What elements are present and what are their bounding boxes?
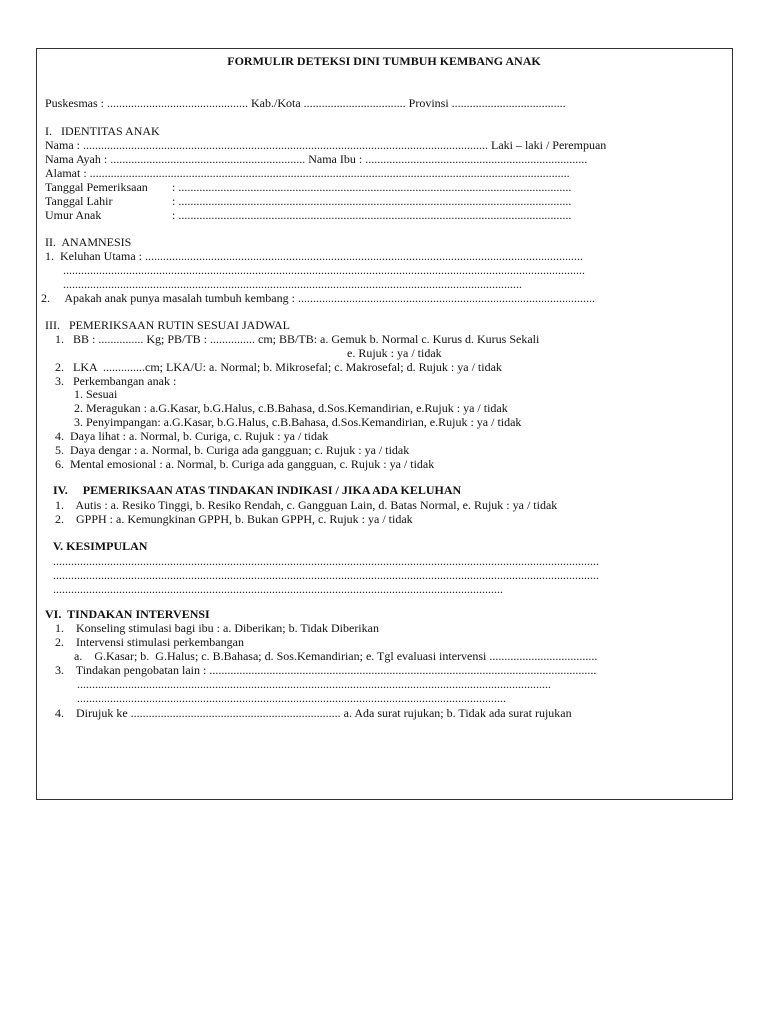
item-dirujuk: 4. Dirujuk ke ...................................................................... a. Ada surat rujukan; b. Tidak ada surat rujukan [55,706,572,720]
item-meragukan: 2. Meragukan : a.G.Kasar, b.G.Halus, c.B.Bahasa, d.Sos.Kemandirian, e.Rujuk : ya / tidak [74,401,508,415]
pengobatan-continuation-2: ............................................................................................................................................... [77,691,506,705]
item-sesuai: 1. Sesuai [74,387,118,401]
section-anamnesis-heading: II. ANAMNESIS [45,235,132,249]
item-lka: 2. LKA ..............cm; LKA/U: a. Normal; b. Mikrosefal; c. Makrosefal; d. Rujuk : ya / tidak [55,360,502,374]
field-alamat: Alamat : ................................................................................................................................................................ [45,166,570,180]
item-daya-dengar: 5. Daya dengar : a. Normal, b. Curiga ada gangguan; c. Rujuk : ya / tidak [55,443,410,457]
item-pengobatan-lain: 3. Tindakan pengobatan lain : ................................................................................................................................. [55,663,597,677]
header-line: Puskesmas : ............................................... Kab./Kota .................................. Provinsi ...................................... [45,96,566,110]
form-title: FORMULIR DETEKSI DINI TUMBUH KEMBANG ANAK [227,54,541,68]
dots-tanggal-lahir: : ................................................................................................................................... [172,194,572,208]
field-nama-ayah-ibu: Nama Ayah : ................................................................. Nama Ibu : .......................................................................... [45,152,588,166]
dots-tanggal-pemeriksaan: : ................................................................................................................................... [172,180,572,194]
section-indikasi-heading: IV. PEMERIKSAAN ATAS TINDAKAN INDIKASI / JIKA ADA KELUHAN [53,483,462,497]
item-autis: 1. Autis : a. Resiko Tinggi, b. Resiko Rendah, c. Gangguan Lain, d. Batas Normal, e. Rujuk : ya / tidak [55,498,558,512]
item-intervensi-stimulasi: 2. Intervensi stimulasi perkembangan [55,635,244,649]
item-mental-emosional: 6. Mental emosional : a. Normal, b. Curiga ada gangguan, c. Rujuk : ya / tidak [55,457,435,471]
label-umur-anak: Umur Anak [45,208,102,222]
section-identitas-heading: I. IDENTITAS ANAK [45,124,160,138]
keluhan-continuation-2: ......................................................................................................................................................... [63,277,522,291]
label-tanggal-pemeriksaan: Tanggal Pemeriksaan [45,180,148,194]
field-masalah-tumbuh-kembang: 2. Apakah anak punya masalah tumbuh kembang : ................................................................................................... [41,291,595,305]
item-intervensi-stimulasi-a: a. G.Kasar; b. G.Halus; c. B.Bahasa; d. Sos.Kemandirian; e. Tgl evaluasi intervensi .................................... [74,649,598,663]
dots-umur-anak: : ................................................................................................................................... [172,208,572,222]
keluhan-continuation: .............................................................................................................................................................................. [63,263,585,277]
kesimpulan-line-3: ...................................................................................................................................................... [53,582,503,596]
item-konseling: 1. Konseling stimulasi bagi ibu : a. Diberikan; b. Tidak Diberikan [55,621,379,635]
section-pemeriksaan-rutin-heading: III. PEMERIKSAAN RUTIN SESUAI JADWAL [45,318,290,332]
item-bb: 1. BB : ............... Kg; PB/TB : ............... cm; BB/TB: a. Gemuk b. Normal c. Kurus d. Kurus Sekali [55,332,540,346]
item-perkembangan: 3. Perkembangan anak : [55,374,177,388]
item-gpph: 2. GPPH : a. Kemungkinan GPPH, b. Bukan GPPH, c. Rujuk : ya / tidak [55,512,413,526]
item-bb-rujuk: e. Rujuk : ya / tidak [347,346,442,360]
kesimpulan-line-1: ...................................................................................................................................................................................... [53,554,599,568]
kesimpulan-line-2: ...................................................................................................................................................................................... [53,568,599,582]
label-tanggal-lahir: Tanggal Lahir [45,194,113,208]
item-daya-lihat: 4. Daya lihat : a. Normal, b. Curiga, c. Rujuk : ya / tidak [55,429,329,443]
pengobatan-continuation: .............................................................................................................................................................. [77,677,551,691]
item-penyimpangan: 3. Penyimpangan: a.G.Kasar, b.G.Halus, c.B.Bahasa, d.Sos.Kemandirian, e.Rujuk : ya / tidak [74,415,522,429]
section-kesimpulan-heading: V. KESIMPULAN [53,539,148,553]
section-intervensi-heading: VI. TINDAKAN INTERVENSI [45,607,210,621]
field-nama: Nama : ....................................................................................................................................... Laki – laki / Perempuan [45,138,607,152]
field-keluhan-utama: 1. Keluhan Utama : .................................................................................................................................................. [45,249,583,263]
